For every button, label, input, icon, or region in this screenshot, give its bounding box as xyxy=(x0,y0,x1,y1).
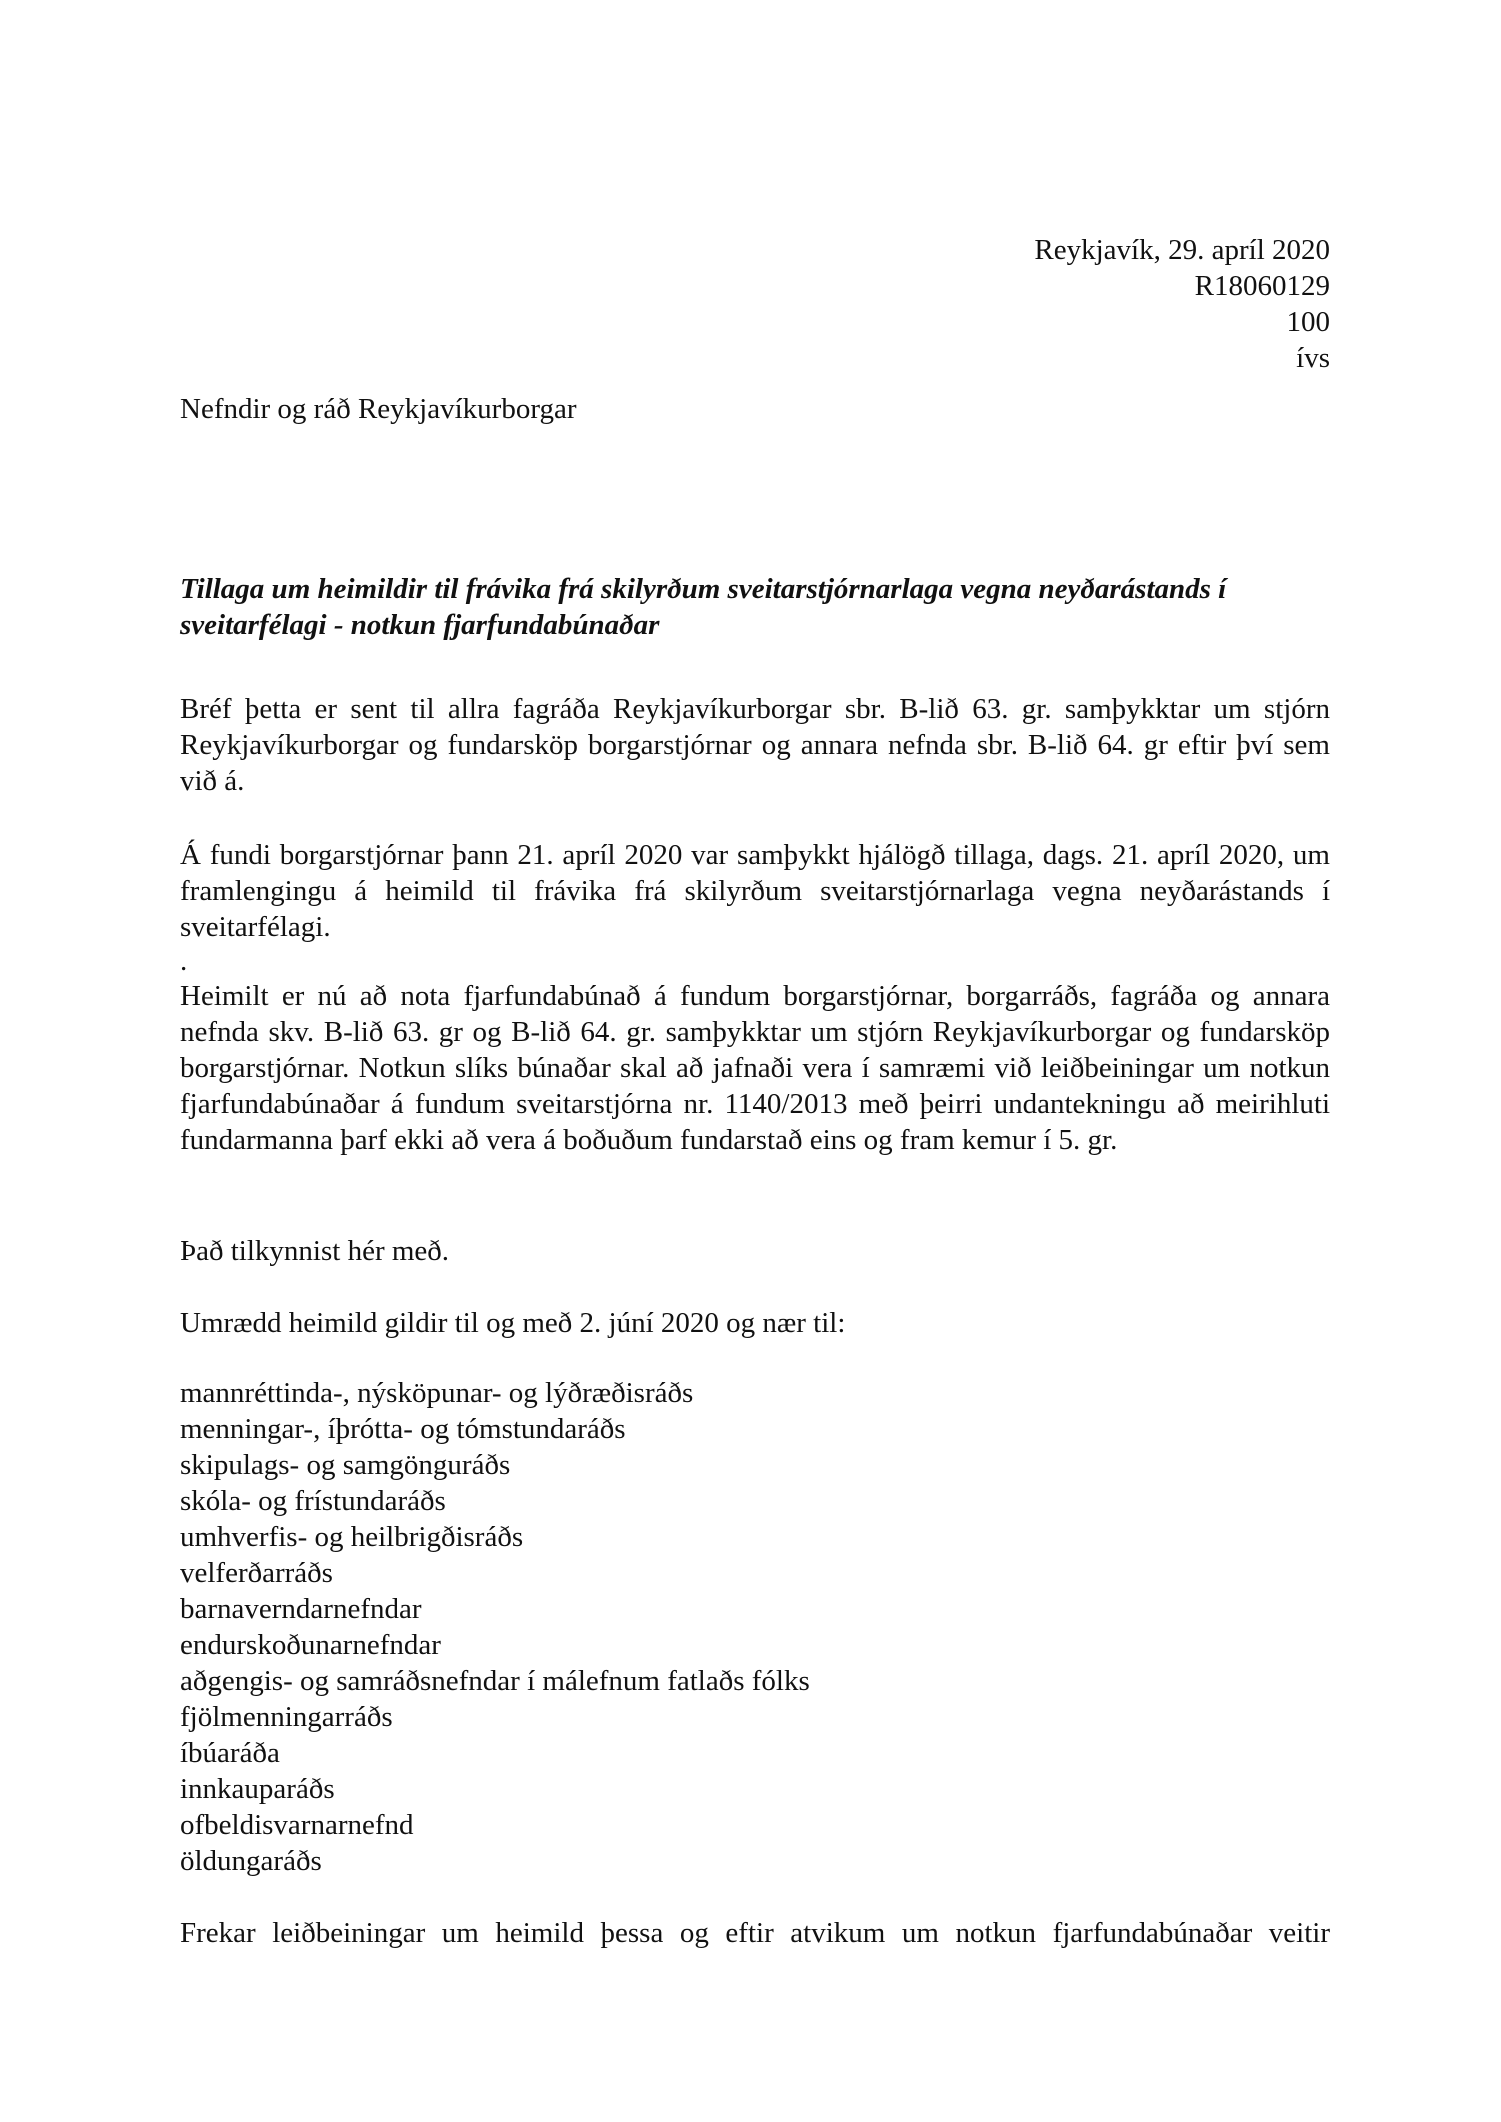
list-item: íbúaráða xyxy=(180,1737,280,1769)
letter-title: Tillaga um heimildir til frávika frá skilyrðum sveitarstjórnarlaga vegna neyðarástands í sveitarfélagi - notkun fjarfundabúnaðar xyxy=(180,573,1227,641)
case-number: R18060129 xyxy=(1194,270,1330,302)
paragraph-6: Frekar leiðbeiningar um heimild þessa og eftir atvikum um notkun fjarfundabúnaðar veitir xyxy=(180,1917,1330,1949)
list-item: barnaverndarnefndar xyxy=(180,1593,422,1625)
code: 100 xyxy=(1286,306,1330,338)
list-item: fjölmenningarráðs xyxy=(180,1701,393,1733)
list-item: menningar-, íþrótta- og tómstundaráðs xyxy=(180,1413,626,1445)
list-item: skóla- og frístundaráðs xyxy=(180,1485,446,1517)
list-item: velferðarráðs xyxy=(180,1557,333,1589)
list-item: ofbeldisvarnarnefnd xyxy=(180,1809,414,1841)
letter-header xyxy=(180,232,1330,376)
list-item: öldungaráðs xyxy=(180,1845,322,1877)
paragraph-5: Umrædd heimild gildir til og með 2. júní 2020 og nær til: xyxy=(180,1307,846,1339)
separator-dot: . xyxy=(180,945,188,977)
list-item: mannréttinda-, nýsköpunar- og lýðræðisráðs xyxy=(180,1377,694,1409)
date-line: Reykjavík, 29. apríl 2020 xyxy=(1034,234,1330,266)
list-item: aðgengis- og samráðsnefndar í málefnum fatlaðs fólks xyxy=(180,1665,810,1697)
paragraph-3: Heimilt er nú að nota fjarfundabúnað á fundum borgarstjórnar, borgarráðs, fagráða og annara nefnda skv. B-lið 63. gr og B-lið 64. gr. samþykktar um stjórn Reykjavíkurborgar og fundarsköp borgarstjórnar. Notkun slíks búnaðar skal að jafnaði vera í samræmi við leiðbeiningar um notkun fjarfundabúnaðar á fundum sveitarstjórna nr. 1140/2013 með þeirri undantekningu að meirihluti fundarmanna þarf ekki að vera á boðuðum fundarstað eins og fram kemur í 5. gr. xyxy=(180,980,1330,1156)
paragraph-1: Bréf þetta er sent til allra fagráða Reykjavíkurborgar sbr. B-lið 63. gr. samþykktar um stjórn Reykjavíkurborgar og fundarsköp borgarstjórnar og annara nefnda sbr. B-lið 64. gr eftir því sem við á. xyxy=(180,693,1330,797)
list-item: endurskoðunarnefndar xyxy=(180,1629,441,1661)
recipient: Nefndir og ráð Reykjavíkurborgar xyxy=(180,393,577,425)
bodies-list xyxy=(180,1375,1330,1879)
initials: ívs xyxy=(1296,342,1330,374)
paragraph-2: Á fundi borgarstjórnar þann 21. apríl 2020 var samþykkt hjálögð tillaga, dags. 21. apríl 2020, um framlengingu á heimild til frávika frá skilyrðum sveitarstjórnarlaga vegna neyðarástands í sveitarfélagi. xyxy=(180,839,1330,943)
list-item: umhverfis- og heilbrigðisráðs xyxy=(180,1521,524,1553)
list-item: innkauparáðs xyxy=(180,1773,335,1805)
paragraph-4: Það tilkynnist hér með. xyxy=(180,1235,450,1267)
list-item: skipulags- og samgönguráðs xyxy=(180,1449,511,1481)
